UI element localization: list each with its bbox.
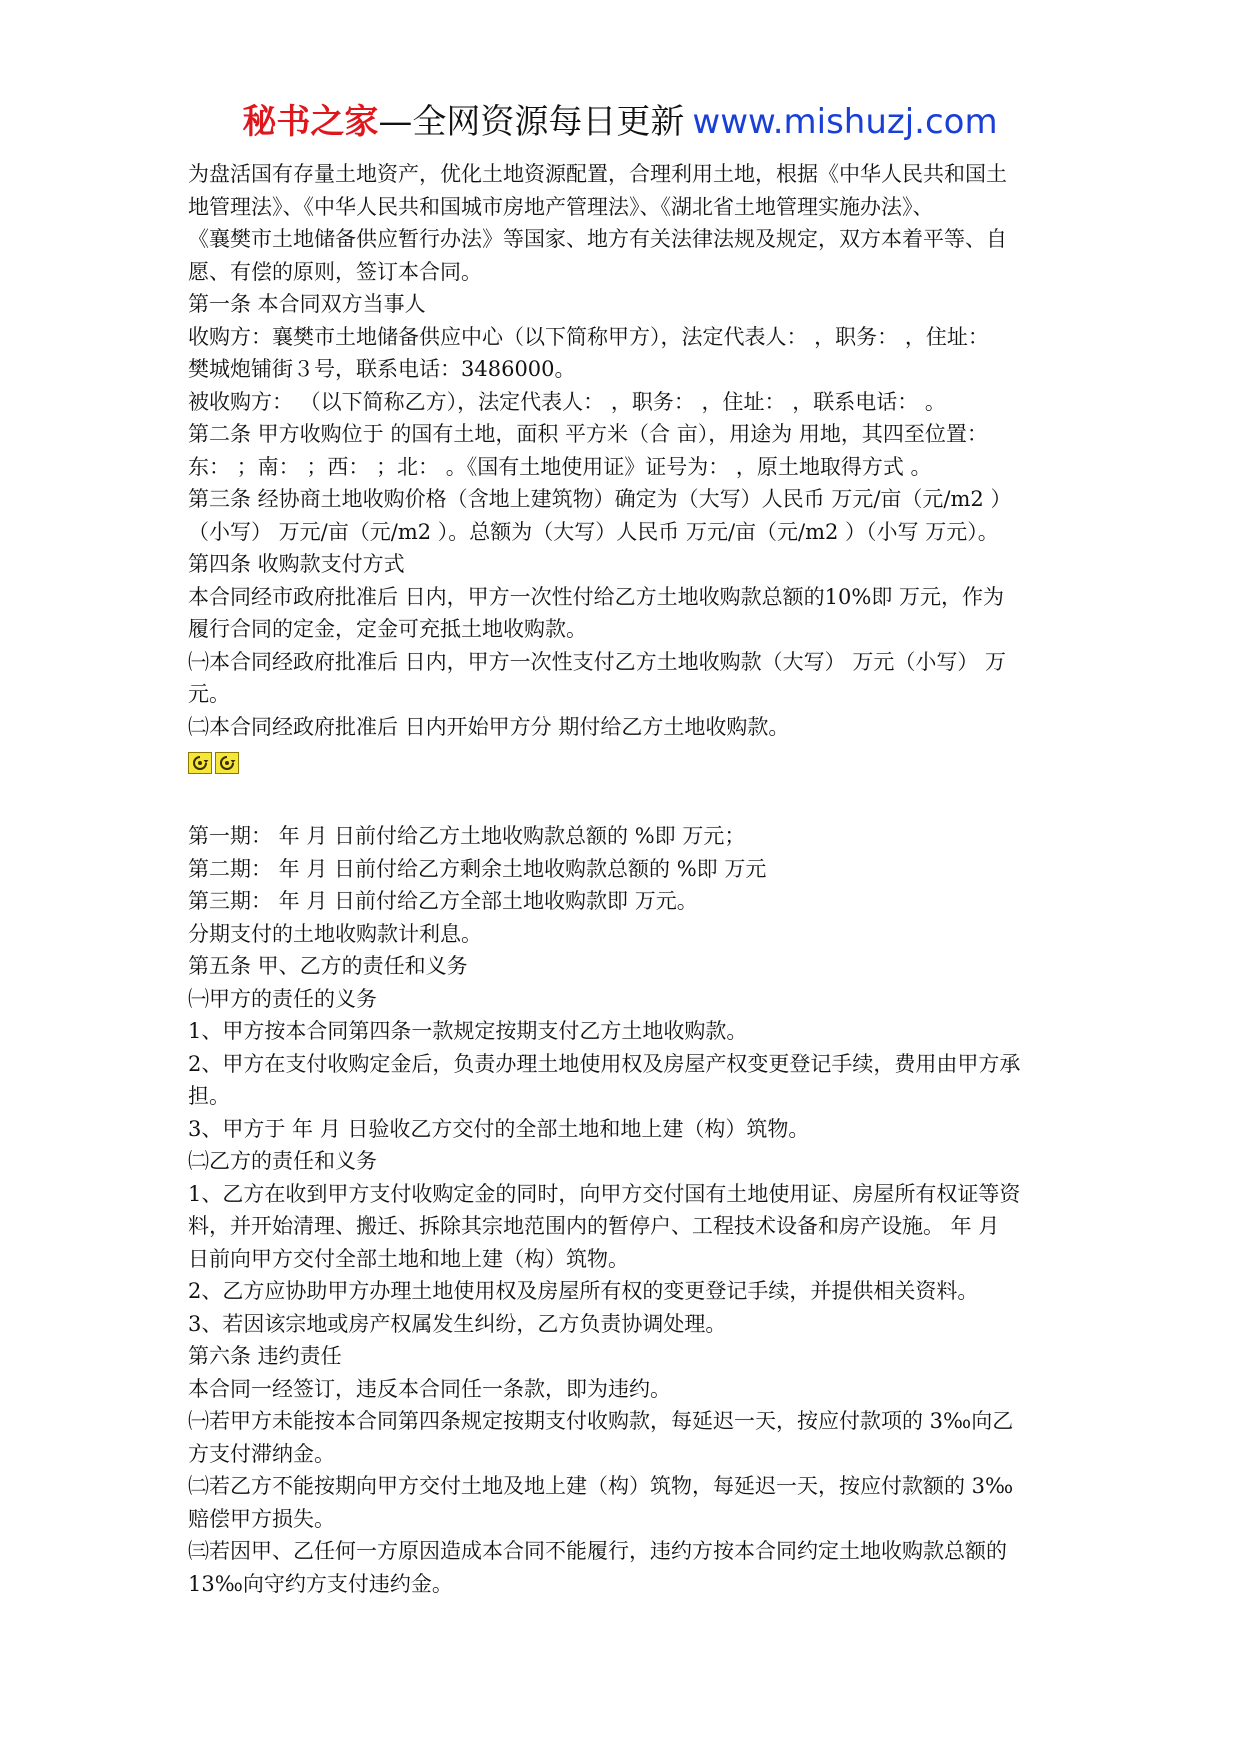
icon-row <box>188 743 1068 781</box>
text-line: 第三条 经协商土地收购价格（含地上建筑物）确定为（大写）人民币 万元/亩（元/m2 ） <box>188 487 1012 511</box>
text-line: 本合同一经签订，违反本合同任一条款，即为违约。 <box>188 1376 671 1401</box>
text-line: 收购方：襄樊市土地储备供应中心（以下简称甲方），法定代表人： ，职务： ，住址： <box>188 324 989 349</box>
text-line: 13‰向守约方支付违约金。 <box>188 1571 453 1596</box>
text-line: ㈡若乙方不能按期向甲方交付土地及地上建（构）筑物，每延迟一天，按应付款额的 3‰ <box>188 1474 1014 1498</box>
text-line: 为盘活国有存量土地资产，优化土地资源配置，合理利用土地，根据《中华人民共和国土 <box>188 162 1007 186</box>
text-line: ㈡乙方的责任和义务 <box>188 1149 377 1173</box>
text-line: 1、乙方在收到甲方支付收购定金的同时，向甲方交付国有土地使用证、房屋所有权证等资 <box>188 1181 1021 1206</box>
text-line: 料，并开始清理、搬迁、拆除其宗地范围内的暂停户、工程技术设备和房产设施。 年 月 <box>188 1214 1000 1238</box>
text-line: 3、若因该宗地或房产权属发生纠纷，乙方负责协调处理。 <box>188 1311 727 1336</box>
text-line: 履行合同的定金，定金可充抵土地收购款。 <box>188 617 587 641</box>
text-line: （小写） 万元/亩（元/m2 ）。总额为（大写）人民币 万元/亩（元/m2 ）（小写 万元）。 <box>188 519 999 544</box>
text-line: 2、甲方在支付收购定金后，负责办理土地使用权及房屋产权变更登记手续，费用由甲方承 <box>188 1051 1021 1076</box>
refresh-icon[interactable] <box>215 752 239 774</box>
text-line: 1、甲方按本合同第四条一款规定按期支付乙方土地收购款。 <box>188 1019 748 1043</box>
text-line: 《襄樊市土地储备供应暂行办法》等国家、地方有关法律法规及规定，双方本着平等、自 <box>188 227 1007 251</box>
text-line: 担。 <box>188 1084 230 1108</box>
text-line: ㈠若甲方未能按本合同第四条规定按期支付收购款，每延迟一天，按应付款项的 3‰向乙 <box>188 1409 1014 1433</box>
brand-name: 秘书之家 <box>242 102 379 142</box>
text-line: 分期支付的土地收购款计利息。 <box>188 921 482 946</box>
text-line: 3、甲方于 年 月 日验收乙方交付的全部土地和地上建（构）筑物。 <box>188 1116 810 1141</box>
text-line: 第五条 甲、乙方的责任和义务 <box>188 954 468 978</box>
text-line: 第一条 本合同双方当事人 <box>188 292 426 316</box>
text-line: 第一期： 年 月 日前付给乙方土地收购款总额的 %即 万元； <box>188 824 746 848</box>
text-line: 赔偿甲方损失。 <box>188 1506 335 1531</box>
text-line: 东： ；南： ；西： ；北： 。《国有土地使用证》证号为： ，原土地取得方式 。 <box>188 454 932 479</box>
contract-body <box>188 158 1068 1600</box>
text-line: 第二期： 年 月 日前付给乙方剩余土地收购款总额的 %即 万元 <box>188 856 767 881</box>
text-line: 地管理法》、《中华人民共和国城市房地产管理法》、《湖北省土地管理实施办法》、 <box>188 194 934 219</box>
text-line: 第二条 甲方收购位于 的国有土地，面积 平方米（合 亩），用途为 用地，其四至位置： <box>188 422 988 446</box>
text-line: 愿、有偿的原则，签订本合同。 <box>188 259 482 284</box>
text-line: ㈠本合同经政府批准后 日内，甲方一次性支付乙方土地收购款（大写） 万元（小写） 万 <box>188 649 1007 674</box>
text-line: ㈡本合同经政府批准后 日内开始甲方分 期付给乙方土地收购款。 <box>188 714 790 739</box>
text-line: 方支付滞纳金。 <box>188 1441 335 1466</box>
blank-gap <box>188 781 1068 820</box>
text-line: 第四条 收购款支付方式 <box>188 552 405 576</box>
contract-section-a <box>188 158 1068 743</box>
header-tagline: —全网资源每日更新 <box>378 102 685 142</box>
text-line: 樊城炮铺街３号，联系电话：3486000。 <box>188 357 576 381</box>
text-line: 日前向甲方交付全部土地和地上建（构）筑物。 <box>188 1246 629 1271</box>
text-line: ㈢若因甲、乙任何一方原因造成本合同不能履行，违约方按本合同约定土地收购款总额的 <box>188 1539 1007 1563</box>
text-line: 元。 <box>188 682 230 706</box>
refresh-icon[interactable] <box>188 752 212 774</box>
page-header <box>0 100 1240 144</box>
text-line: 本合同经市政府批准后 日内，甲方一次性付给乙方土地收购款总额的10%即 万元，作为 <box>188 584 1005 609</box>
text-line: 被收购方： （以下简称乙方），法定代表人： ，职务： ，住址： ，联系电话： 。 <box>188 389 946 414</box>
contract-section-b <box>188 820 1068 1600</box>
text-line: 第三期： 年 月 日前付给乙方全部土地收购款即 万元。 <box>188 889 698 913</box>
text-line: ㈠甲方的责任的义务 <box>188 986 377 1011</box>
text-line: 2、乙方应协助甲方办理土地使用权及房屋所有权的变更登记手续，并提供相关资料。 <box>188 1279 979 1303</box>
site-url[interactable]: www.mishuzj.com <box>692 102 998 142</box>
text-line: 第六条 违约责任 <box>188 1344 342 1368</box>
